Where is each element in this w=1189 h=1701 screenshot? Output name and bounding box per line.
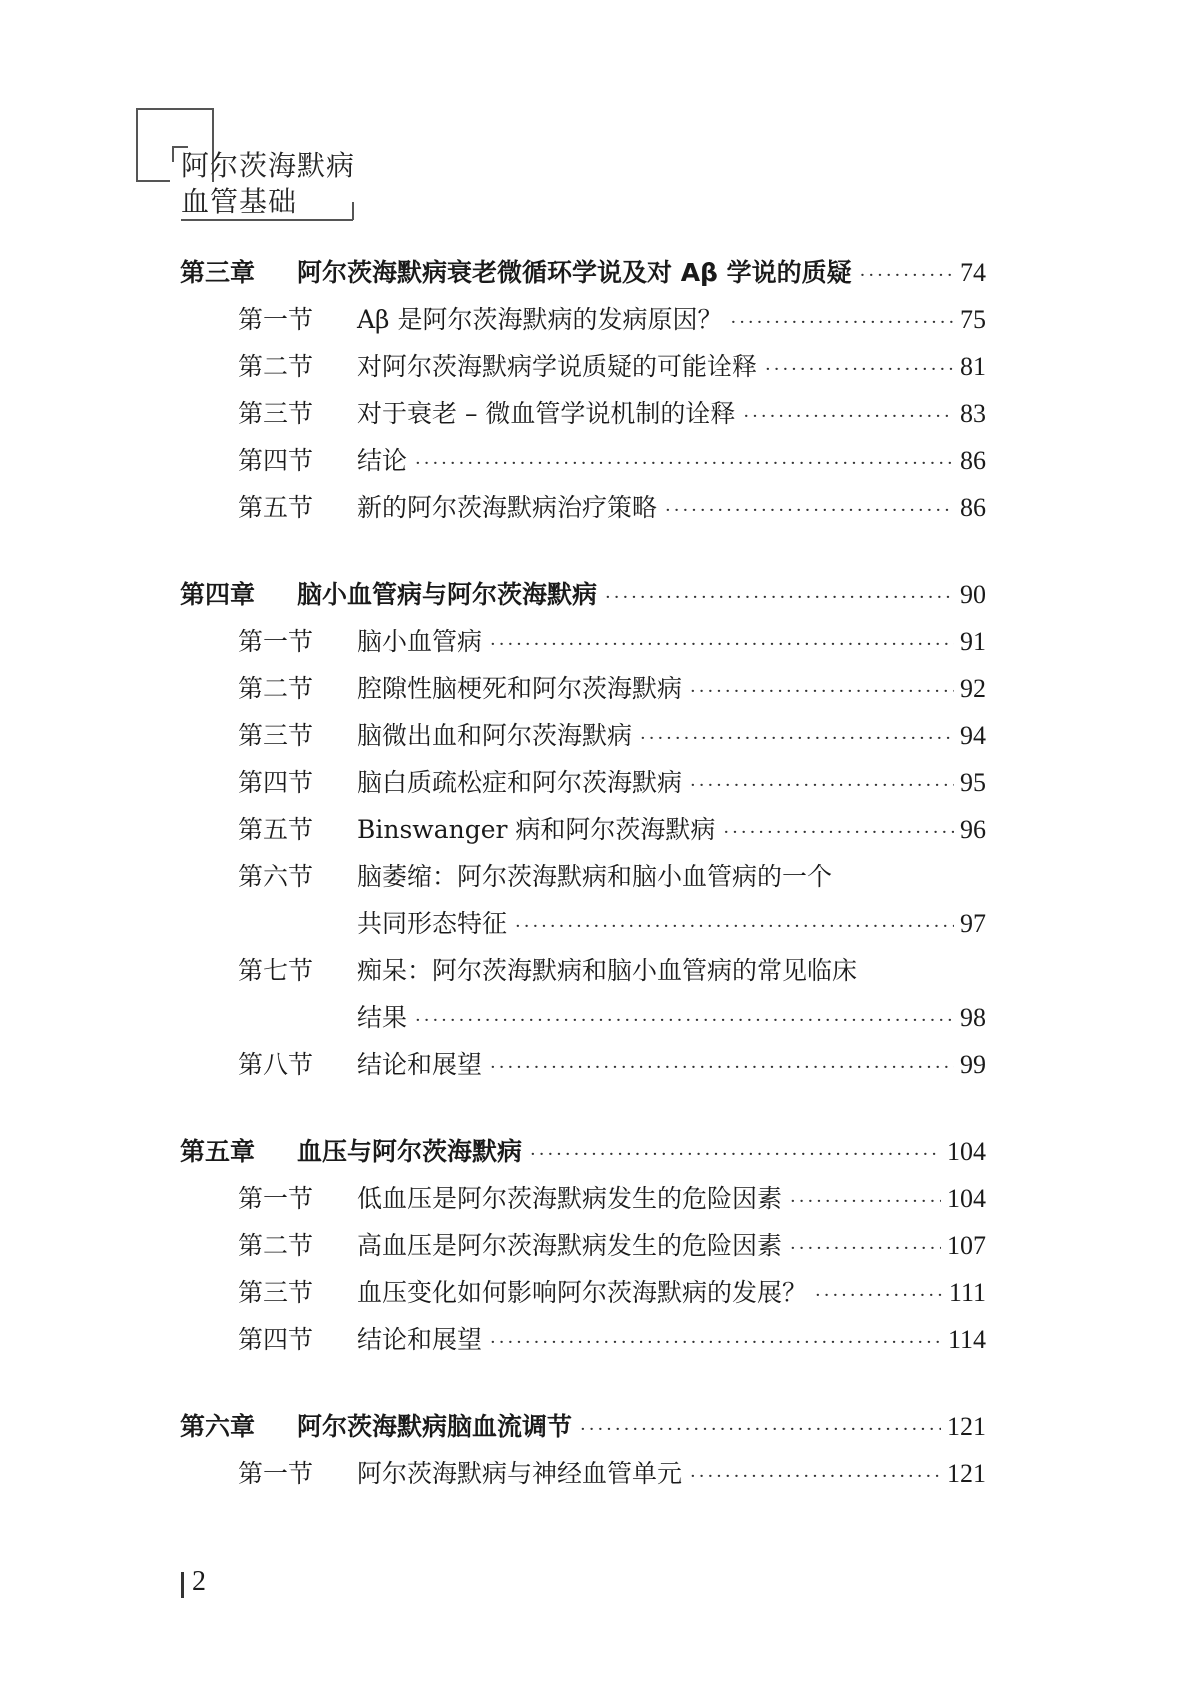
section-title: 结论 <box>357 446 408 475</box>
chapter-label: 第六章 <box>180 1412 256 1441</box>
section-title: 腔隙性脑梗死和阿尔茨海默病 <box>357 674 683 703</box>
footer-bar <box>181 1572 184 1598</box>
header-title-line1: 阿尔茨海默病 <box>181 149 356 182</box>
toc-section[interactable] <box>238 857 986 897</box>
leader-dots <box>640 719 954 759</box>
running-header-title <box>181 148 355 220</box>
section-label: 第三节 <box>238 1278 314 1307</box>
chapter-title: 脑小血管病与阿尔茨海默病 <box>297 580 598 609</box>
page-number: 121 <box>947 1459 986 1488</box>
leader-dots <box>515 907 954 947</box>
toc-section[interactable] <box>238 951 986 991</box>
section-title: 阿尔茨海默病与神经血管单元 <box>357 1459 683 1488</box>
section-label: 第三节 <box>238 721 314 750</box>
page-number: 90 <box>960 580 986 609</box>
toc-section[interactable] <box>238 347 986 387</box>
leader-dots <box>730 303 954 343</box>
section-title: 新的阿尔茨海默病治疗策略 <box>357 493 658 522</box>
section-label: 第三节 <box>238 399 314 428</box>
page-number: 111 <box>948 1278 986 1307</box>
leader-dots <box>690 766 954 806</box>
leader-dots <box>490 1323 942 1363</box>
leader-dots <box>790 1182 941 1222</box>
leader-dots <box>790 1229 941 1269</box>
section-label: 第六节 <box>238 862 314 891</box>
section-title: 脑萎缩：阿尔茨海默病和脑小血管病的一个 <box>357 862 833 891</box>
page-number: 104 <box>947 1184 986 1213</box>
footer-page-number: 2 <box>192 1566 206 1597</box>
page-number: 91 <box>960 627 986 656</box>
page-number: 114 <box>947 1325 986 1354</box>
page-number: 99 <box>960 1050 986 1079</box>
toc-section-continuation[interactable] <box>357 904 986 944</box>
chapter-label: 第五章 <box>180 1137 256 1166</box>
leader-dots <box>690 1457 941 1497</box>
section-title: 脑小血管病 <box>357 627 483 656</box>
leader-dots <box>605 578 954 618</box>
page-number: 104 <box>947 1137 986 1166</box>
section-title: Aβ 是阿尔茨海默病的发病原因？ <box>357 305 723 334</box>
toc-section[interactable] <box>238 763 986 803</box>
section-title: 结论和展望 <box>357 1050 483 1079</box>
header-end-tick <box>352 202 354 220</box>
section-title-continued: 共同形态特征 <box>357 909 508 938</box>
leader-dots <box>765 350 954 390</box>
section-title: 低血压是阿尔茨海默病发生的危险因素 <box>357 1184 783 1213</box>
toc-section[interactable] <box>238 810 986 850</box>
toc-chapter-6[interactable] <box>180 1407 986 1447</box>
section-label: 第一节 <box>238 627 314 656</box>
leader-dots <box>860 256 954 296</box>
leader-dots <box>690 672 954 712</box>
section-label: 第二节 <box>238 352 314 381</box>
toc-section[interactable] <box>238 622 986 662</box>
page-number: 96 <box>960 815 986 844</box>
chapter-label: 第三章 <box>180 258 256 287</box>
toc-section[interactable] <box>238 1045 986 1085</box>
section-title: 高血压是阿尔茨海默病发生的危险因素 <box>357 1231 783 1260</box>
toc-section[interactable] <box>238 488 986 528</box>
section-label: 第四节 <box>238 1325 314 1354</box>
section-label: 第一节 <box>238 1459 314 1488</box>
toc-section[interactable] <box>238 1273 986 1313</box>
section-label: 第二节 <box>238 1231 314 1260</box>
leader-dots <box>530 1135 941 1175</box>
section-title: 血压变化如何影响阿尔茨海默病的发展？ <box>357 1278 808 1307</box>
header-title-line2: 血管基础 <box>181 185 298 218</box>
leader-dots <box>415 444 954 484</box>
leader-dots <box>723 813 954 853</box>
section-title: 脑微出血和阿尔茨海默病 <box>357 721 633 750</box>
toc-section[interactable] <box>238 1179 986 1219</box>
toc-section[interactable] <box>238 441 986 481</box>
toc-section[interactable] <box>238 300 986 340</box>
page-number: 74 <box>960 258 986 287</box>
page-number: 121 <box>947 1412 986 1441</box>
section-title: 结论和展望 <box>357 1325 483 1354</box>
chapter-label: 第四章 <box>180 580 256 609</box>
page-number: 92 <box>960 674 986 703</box>
toc-chapter-3[interactable] <box>180 253 986 293</box>
header-underline <box>181 219 353 221</box>
section-label: 第五节 <box>238 493 314 522</box>
toc-section-continuation[interactable] <box>357 998 986 1038</box>
page-number: 81 <box>960 352 986 381</box>
section-label: 第七节 <box>238 956 314 985</box>
toc-chapter-4[interactable] <box>180 575 986 615</box>
page-number: 107 <box>947 1231 986 1260</box>
section-label: 第五节 <box>238 815 314 844</box>
section-title: 脑白质疏松症和阿尔茨海默病 <box>357 768 683 797</box>
page-number: 95 <box>960 768 986 797</box>
section-title: Binswanger 病和阿尔茨海默病 <box>357 815 716 844</box>
page-number: 86 <box>960 493 986 522</box>
toc-section[interactable] <box>238 394 986 434</box>
section-title: 对于衰老 – 微血管学说机制的诠释 <box>357 399 736 428</box>
section-label: 第八节 <box>238 1050 314 1079</box>
page-number: 97 <box>960 909 986 938</box>
toc-section[interactable] <box>238 716 986 756</box>
leader-dots <box>490 625 954 665</box>
toc-section[interactable] <box>238 1226 986 1266</box>
page-number: 86 <box>960 446 986 475</box>
toc-section[interactable] <box>238 1320 986 1360</box>
leader-dots <box>743 397 954 437</box>
section-title: 痴呆：阿尔茨海默病和脑小血管病的常见临床 <box>357 956 858 985</box>
page-number: 75 <box>960 305 986 334</box>
chapter-title: 阿尔茨海默病脑血流调节 <box>297 1412 573 1441</box>
section-label: 第一节 <box>238 305 314 334</box>
toc-section[interactable] <box>238 1454 986 1494</box>
section-title: 对阿尔茨海默病学说质疑的可能诠释 <box>357 352 758 381</box>
page-number: 83 <box>960 399 986 428</box>
toc-section[interactable] <box>238 669 986 709</box>
leader-dots <box>815 1276 943 1316</box>
chapter-title: 血压与阿尔茨海默病 <box>297 1137 523 1166</box>
leader-dots <box>580 1410 941 1450</box>
section-label: 第一节 <box>238 1184 314 1213</box>
chapter-title: 阿尔茨海默病衰老微循环学说及对 Aβ 学说的质疑 <box>297 258 852 287</box>
section-label: 第四节 <box>238 446 314 475</box>
leader-dots <box>490 1048 954 1088</box>
page-number: 94 <box>960 721 986 750</box>
leader-dots <box>665 491 954 531</box>
page-number: 98 <box>960 1003 986 1032</box>
section-label: 第四节 <box>238 768 314 797</box>
section-title-continued: 结果 <box>357 1003 408 1032</box>
toc-chapter-5[interactable] <box>180 1132 986 1172</box>
leader-dots <box>415 1001 954 1041</box>
section-label: 第二节 <box>238 674 314 703</box>
